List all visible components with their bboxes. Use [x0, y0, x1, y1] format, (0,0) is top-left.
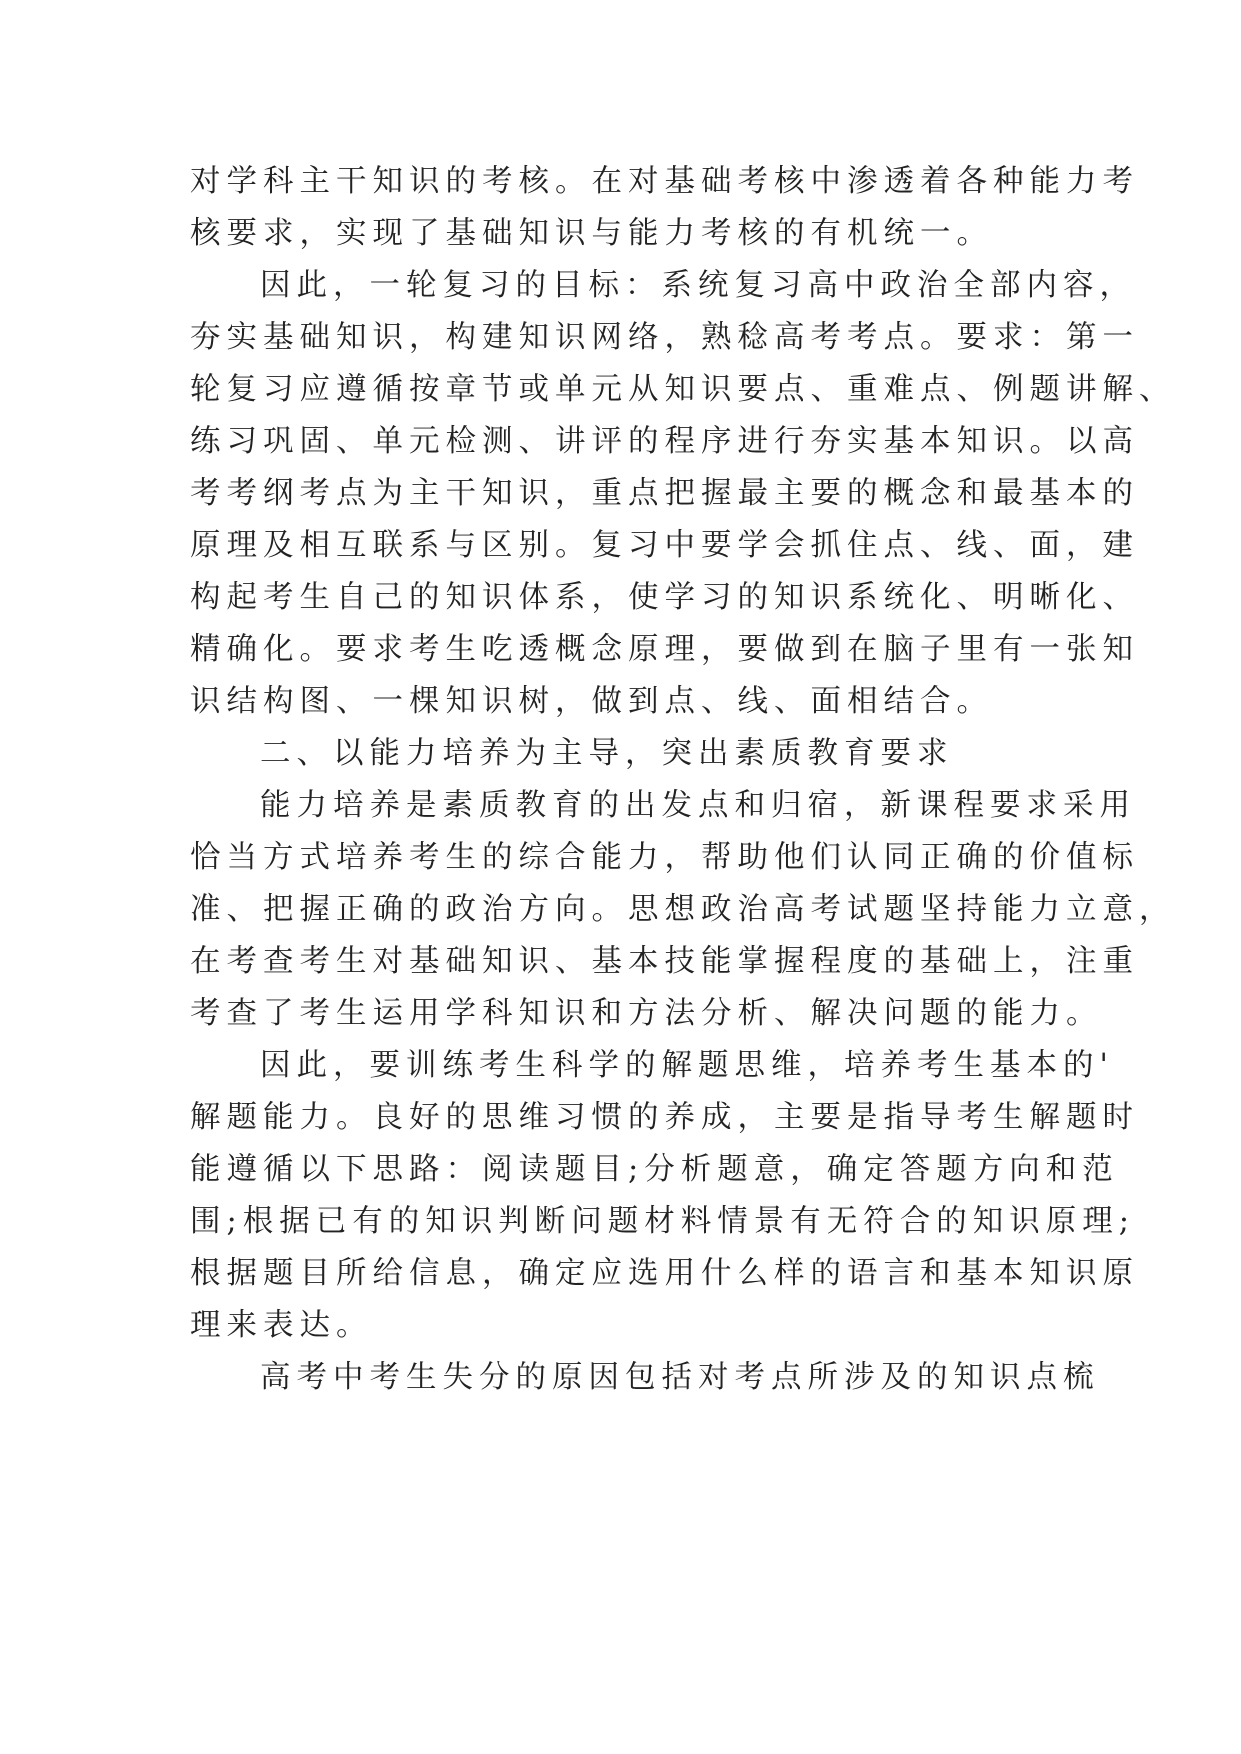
text-line: 恰当方式培养考生的综合能力，帮助他们认同正确的价值标 — [190, 840, 1139, 875]
text-line: 夯实基础知识，构建知识网络，熟稔高考考点。要求：第一 — [190, 320, 1139, 355]
text-line: 能遵循以下思路：阅读题目;分析题意，确定答题方向和范 — [190, 1152, 1119, 1187]
body-text — [190, 156, 1176, 1404]
text-line: 对学科主干知识的考核。在对基础考核中渗透着各种能力考 — [190, 164, 1139, 199]
text-line: 考查了考生运用学科知识和方法分析、解决问题的能力。 — [190, 996, 1103, 1031]
text-line: 因此，要训练考生科学的解题思维，培养考生基本的' — [260, 1048, 1114, 1083]
text-line: 轮复习应遵循按章节或单元从知识要点、重难点、例题讲解、 — [190, 372, 1176, 407]
text-line: 在考查考生对基础知识、基本技能掌握程度的基础上，注重 — [190, 944, 1139, 979]
text-line: 理来表达。 — [190, 1308, 373, 1343]
text-line: 围;根据已有的知识判断问题材料情景有无符合的知识原理; — [190, 1204, 1136, 1239]
text-line: 构起考生自己的知识体系，使学习的知识系统化、明晰化、 — [190, 580, 1139, 615]
text-line: 练习巩固、单元检测、讲评的程序进行夯实基本知识。以高 — [190, 424, 1139, 459]
text-line: 高考中考生失分的原因包括对考点所涉及的知识点梳 — [260, 1360, 1100, 1395]
text-line: 根据题目所给信息，确定应选用什么样的语言和基本知识原 — [190, 1256, 1139, 1291]
text-line: 识结构图、一棵知识树，做到点、线、面相结合。 — [190, 684, 993, 719]
text-line: 精确化。要求考生吃透概念原理，要做到在脑子里有一张知 — [190, 632, 1139, 667]
text-line: 准、把握正确的政治方向。思想政治高考试题坚持能力立意， — [190, 892, 1176, 927]
text-line: 能力培养是素质教育的出发点和归宿，新课程要求采用 — [260, 788, 1136, 823]
text-line: 原理及相互联系与区别。复习中要学会抓住点、线、面，建 — [190, 528, 1139, 563]
text-line: 二、以能力培养为主导，突出素质教育要求 — [260, 736, 954, 771]
text-line: 核要求，实现了基础知识与能力考核的有机统一。 — [190, 216, 993, 251]
text-line: 因此，一轮复习的目标：系统复习高中政治全部内容， — [260, 268, 1136, 303]
text-line: 解题能力。良好的思维习惯的养成，主要是指导考生解题时 — [190, 1100, 1139, 1135]
text-line: 考考纲考点为主干知识，重点把握最主要的概念和最基本的 — [190, 476, 1139, 511]
